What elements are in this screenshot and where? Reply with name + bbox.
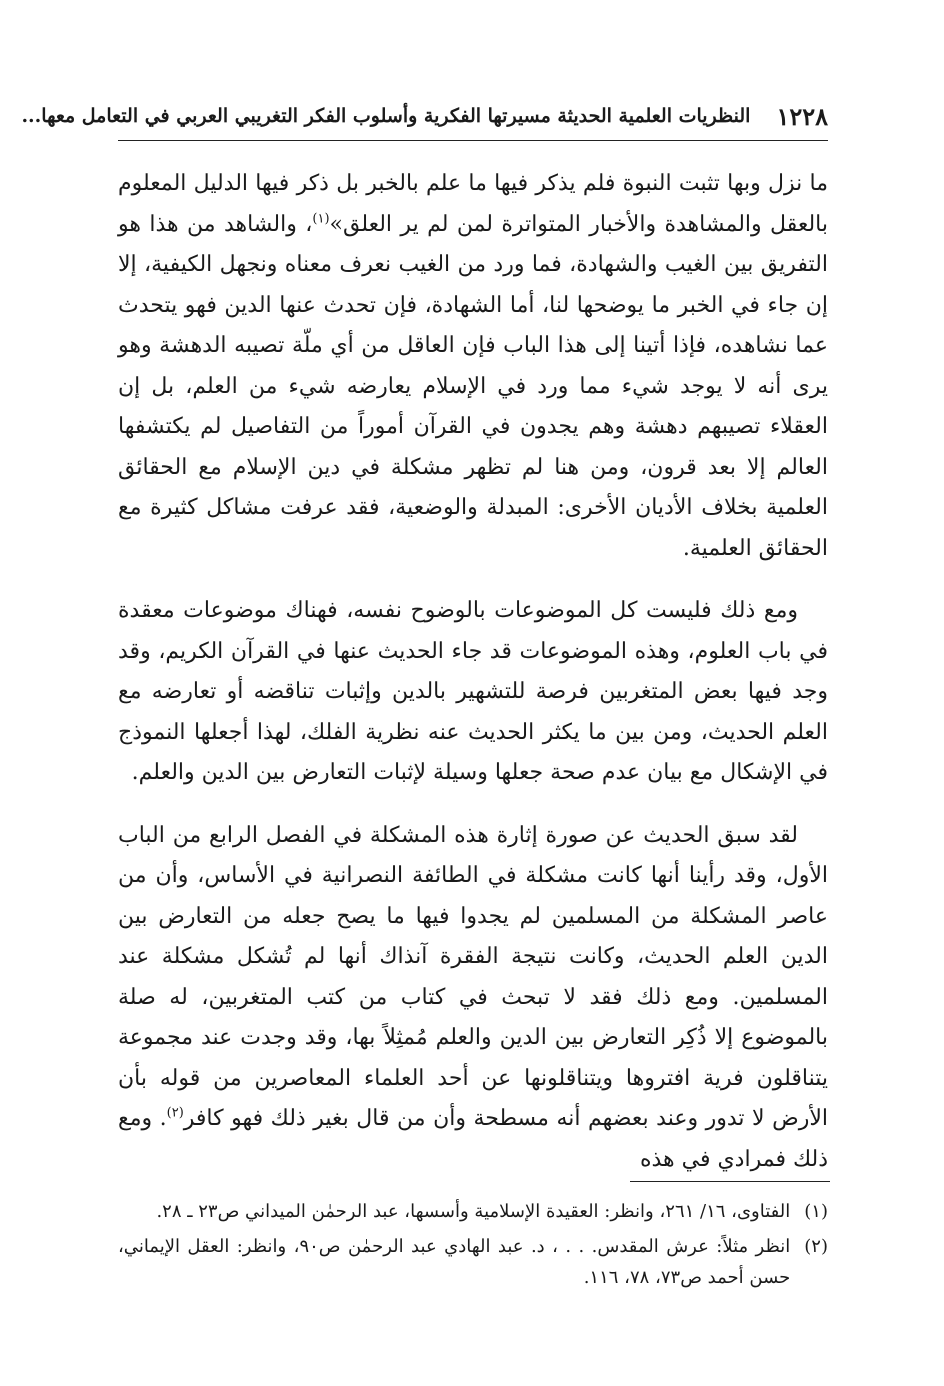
paragraph-3-text-b: . ومع ذلك فمرادي في هذه: [118, 1106, 828, 1172]
paragraph-2: [118, 591, 828, 794]
footnote-ref-1[interactable]: (١): [312, 211, 330, 227]
paragraph-3-text-a: لقد سبق الحديث عن صورة إثارة هذه المشكلة في الفصل الرابع من الباب الأول، وقد رأينا أنها كانت مشكلة في الطائفة النصرانية في الأساس، وأن من عاصر المشكلة من المسلمين لم يجدوا فيها ما يصح جعله من التعارض بين الدين العلم الحديث، وكانت نتيجة الفقرة آنذاك أنها لم تُشكل مشكلة عند المسلمين. ومع ذلك فقد لا تبحث في كتاب من كتب المتغربين، له صلة بالموضوع إلا ذُكِر التعارض بين الدين والعلم مُمثِلاً بها، وقد وجدت عند مجموعة يتناقلون فرية افتروها ويتناقلونها عن أحد العلماء المعاصرين من قوله بأن الأرض لا تدور وعند بعضهم أنه مسطحة وأن من قال بغير ذلك فهو كافر: [118, 822, 828, 1131]
footnote-2-text: انظر مثلاً: عرش المقدس. . . ، د. عبد الهادي عبد الرحمٰن ص٩٠، وانظر: العقل الإيماني، حسن أحمد ص٧٣، ٧٨، ١١٦.: [118, 1236, 791, 1288]
footnote-ref-2[interactable]: (٢): [166, 1105, 184, 1121]
main-text: [118, 164, 828, 1180]
paragraph-1-text-b: ، والشاهد من هذا هو التفريق بين الغيب والشهادة، فما ورد من الغيب نعرف معناه ونجهل الكيفية، إلا إن جاء في الخبر ما يوضحها لنا، أما الشهادة، فإن تحدث عنها الدين فهو يتحدث عما نشاهده، فإذا أتينا إلى هذا الباب فإن العاقل من أي ملّة تصيبه الدهشة وهو يرى أنه لا يوجد شيء مما ورد في الإسلام يعارضه شيء من العلم، بل إن العقلاء تصيبهم دهشة وهم يجدون في القرآن أموراً من التفاصيل لم يكتشفها العالم إلا بعد قرون، ومن هنا لم تظهر مشكلة في دين الإسلام مع الحقائق العلمية بخلاف الأديان الأخرى: المبدلة والوضعية، فقد عرفت مشاكل كثيرة مع الحقائق العلمية.: [118, 211, 828, 561]
paragraph-3: [118, 816, 828, 1181]
footnote-1: [118, 1196, 828, 1227]
running-title: النظريات العلمية الحديثة مسيرتها الفكرية وأسلوب الفكر التغريبي العربي في التعامل معها...: [21, 105, 751, 127]
footnote-2: [118, 1231, 828, 1293]
paragraph-2-text: ومع ذلك فليست كل الموضوعات بالوضوح نفسه، فهناك موضوعات معقدة في باب العلوم، وهذه الموضوعات قد جاء الحديث عنها في القرآن الكريم، وقد وجد فيها بعض المتغربين فرصة للتشهير بالدين وإثبات تناقضه أو تعارضه مع العلم الحديث، ومن بين ما يكثر الحديث عنه نظرية الفلك، لهذا أجعلها النموذج في الإشكال مع بيان عدم صحة جعلها وسيلة لإثبات التعارض بين الدين والعلم.: [118, 598, 828, 785]
page-number: ١٢٢٨: [776, 101, 828, 131]
header-divider: [118, 140, 828, 141]
paragraph-1-text-a: ما نزل وبها تثبت النبوة فلم يذكر فيها ما علم بالخبر بل ذكر فيها الدليل المعلوم بالعقل والمشاهدة والأخبار المتواترة لمن لم ير العلق»: [118, 171, 828, 237]
footnote-1-text: الفتاوى، ١٦/ ٢٦١، وانظر: العقيدة الإسلامية وأسسها، عبد الرحمٰن الميداني ص٢٣ ـ ٢٨.: [156, 1201, 791, 1222]
paragraph-1: [118, 164, 828, 569]
page-header: [21, 96, 828, 136]
footnote-divider: [630, 1181, 830, 1182]
footnote-1-number: (١): [804, 1201, 828, 1222]
footnotes: [118, 1196, 828, 1293]
footnote-2-number: (٢): [804, 1236, 828, 1257]
